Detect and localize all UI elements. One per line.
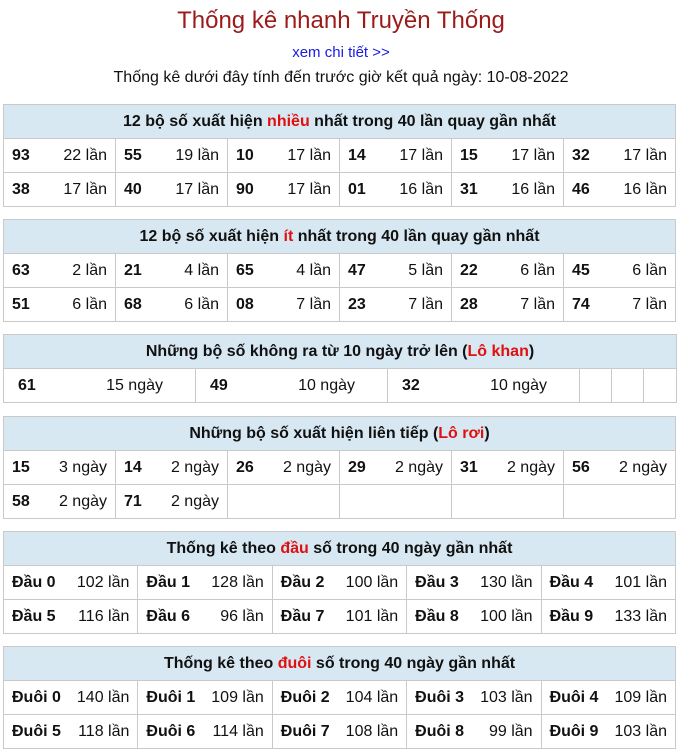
empty-cell [612,369,644,403]
number-cell: 31 16 lần [460,180,555,198]
lo-roi-table [3,416,676,519]
dau-cell: Đầu 2 100 lần [280,573,399,591]
number-cell: 74 7 lần [572,295,667,313]
most-frequent-table [3,104,676,207]
number-cell: 15 3 ngày [12,458,107,476]
dau-cell: Đầu 8 100 lần [415,607,533,625]
number-cell: 21 4 lần [124,261,219,279]
duoi-cell: Đuôi 5 118 lần [12,722,130,740]
duoi-cell: Đuôi 2 104 lần [280,688,399,706]
number-cell: 90 17 lần [236,180,331,198]
number-cell: 26 2 ngày [236,458,331,476]
table-row [4,566,676,600]
dau-cell: Đầu 4 101 lần [549,573,667,591]
number-cell: 15 17 lần [460,146,555,164]
table-row [4,600,676,634]
table-row [4,254,676,288]
most-frequent-title: 12 bộ số xuất hiện nhiều nhất trong 40 lần quay gần nhất [4,105,676,139]
empty-cell [644,369,677,403]
number-cell: 47 5 lần [348,261,443,279]
number-cell: 56 2 ngày [572,458,667,476]
dau-title: Thống kê theo đầu số trong 40 ngày gần nhất [4,532,676,566]
lo-khan-title: Những bộ số không ra từ 10 ngày trở lên (Lô khan) [4,335,677,369]
duoi-cell: Đuôi 9 103 lần [549,722,667,740]
duoi-table [3,646,676,749]
dau-cell: Đầu 6 96 lần [146,607,264,625]
number-cell: 68 6 lần [124,295,219,313]
duoi-title: Thống kê theo đuôi số trong 40 ngày gần nhất [4,647,676,681]
number-cell: 01 16 lần [348,180,443,198]
number-cell: 58 2 ngày [12,492,107,510]
dau-cell: Đầu 9 133 lần [549,607,667,625]
least-frequent-table [3,219,676,322]
number-cell: 14 2 ngày [124,458,219,476]
duoi-cell: Đuôi 3 103 lần [415,688,533,706]
number-cell: 45 6 lần [572,261,667,279]
duoi-cell: Đuôi 8 99 lần [415,722,533,740]
page-subtitle: Thống kê dưới đây tính đến trước giờ kết quả ngày: 10-08-2022 [113,69,569,86]
number-cell: 46 16 lần [572,180,667,198]
duoi-cell: Đuôi 1 109 lần [146,688,264,706]
number-cell: 14 17 lần [348,146,443,164]
table-row [4,369,677,403]
number-cell: 71 2 ngày [124,492,219,510]
number-cell: 93 22 lần [12,146,107,164]
empty-cell [564,485,676,519]
number-cell: 40 17 lần [124,180,219,198]
number-cell: 55 19 lần [124,146,219,164]
table-row [4,451,676,485]
number-cell: 32 17 lần [572,146,667,164]
duoi-cell: Đuôi 6 114 lần [146,722,264,740]
number-cell: 61 15 ngày [18,376,163,394]
dau-cell: Đầu 3 130 lần [415,573,533,591]
number-cell: 32 10 ngày [402,376,547,394]
number-cell: 51 6 lần [12,295,107,313]
table-row [4,139,676,173]
table-row [4,485,676,519]
dau-cell: Đầu 5 116 lần [12,607,130,625]
number-cell: 49 10 ngày [210,376,355,394]
dau-table [3,531,676,634]
number-cell: 22 6 lần [460,261,555,279]
empty-cell [228,485,340,519]
number-cell: 29 2 ngày [348,458,443,476]
table-row [4,715,676,749]
number-cell: 08 7 lần [236,295,331,313]
lo-khan-table [3,334,677,403]
number-cell: 38 17 lần [12,180,107,198]
number-cell: 65 4 lần [236,261,331,279]
empty-cell [580,369,612,403]
number-cell: 63 2 lần [12,261,107,279]
empty-cell [340,485,452,519]
number-cell: 31 2 ngày [460,458,555,476]
dau-cell: Đầu 7 101 lần [280,607,399,625]
number-cell: 28 7 lần [460,295,555,313]
number-cell: 10 17 lần [236,146,331,164]
table-row [4,288,676,322]
dau-cell: Đầu 0 102 lần [12,573,130,591]
table-row [4,681,676,715]
number-cell: 23 7 lần [348,295,443,313]
page-title: Thống kê nhanh Truyền Thống [177,7,505,34]
empty-cell [452,485,564,519]
duoi-cell: Đuôi 7 108 lần [280,722,399,740]
dau-cell: Đầu 1 128 lần [146,573,264,591]
lo-roi-title: Những bộ số xuất hiện liên tiếp (Lô rơi) [4,417,676,451]
duoi-cell: Đuôi 0 140 lần [12,688,130,706]
least-frequent-title: 12 bộ số xuất hiện ít nhất trong 40 lần quay gần nhất [4,220,676,254]
table-row [4,173,676,207]
duoi-cell: Đuôi 4 109 lần [549,688,667,706]
view-details-link[interactable]: xem chi tiết >> [292,44,390,61]
